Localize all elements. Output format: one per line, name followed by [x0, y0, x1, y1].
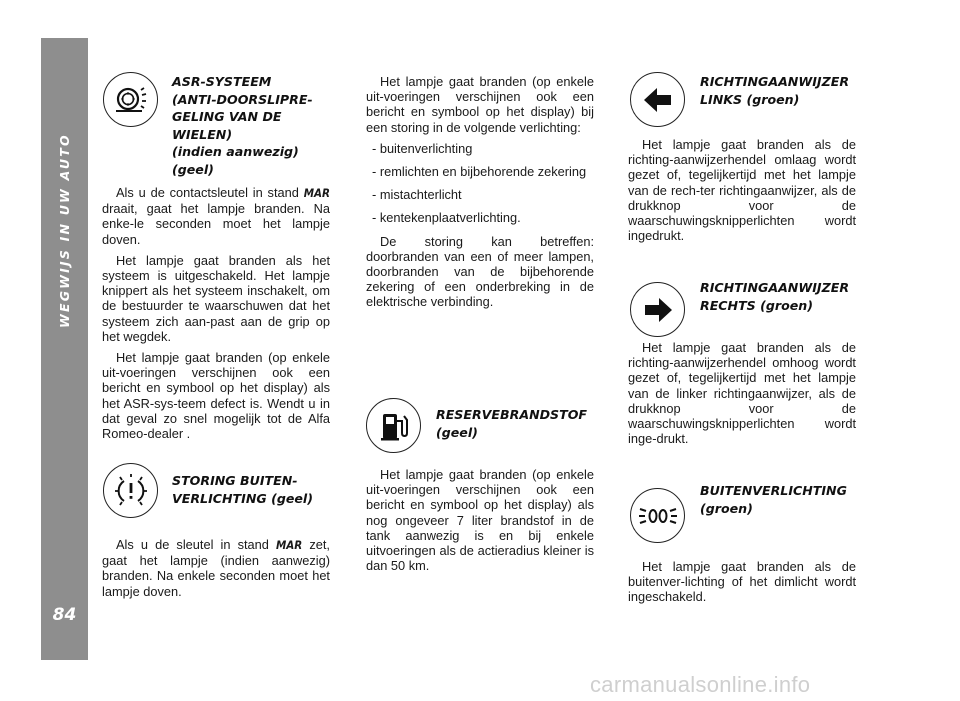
heading-line: RECHTS (groen) [700, 297, 814, 313]
storing-text [102, 537, 330, 605]
text-run: draait, gaat het lampje branden. Na enke-le seconden moet het lampje doven. [102, 201, 330, 247]
fuel-pump-icon [366, 398, 421, 453]
heading-line: STORING BUITEN- [172, 473, 298, 488]
links-paragraph-1: Het lampje gaat branden als de richting-aanwijzerhendel omlaag wordt gezet of, tegelijkertijd met het lampje van de rech-ter richtingaanwijzer, als de drukknop voor de waarschuwingsknipperlichten wordt ingedrukt. [628, 137, 856, 244]
heading-line: RICHTINGAANWIJZER [700, 280, 850, 295]
heading-line: LINKS (groen) [700, 91, 800, 107]
exterior-light-fault-icon [103, 463, 158, 518]
heading-line: (geel) [172, 161, 214, 177]
heading-line: ASR-SYSTEEM [172, 74, 272, 89]
list-item: - kentekenplaatverlichting. [372, 210, 594, 225]
heading-line: BUITENVERLICHTING [700, 483, 847, 498]
heading-line: WIELEN) [172, 126, 233, 142]
position-lights-icon [630, 488, 685, 543]
text-run: Als u de sleutel in stand [116, 537, 276, 552]
heading-line: RICHTINGAANWIJZER [700, 74, 850, 89]
asr-icon [103, 72, 158, 127]
sidebar [41, 38, 88, 660]
reserve-paragraph-1: Het lampje gaat branden (op enkele uit-voeringen verschijnen ook een bericht en symbool op het display) als nog ongeveer 7 liter brandstof in de tank aanwezig is en bij enkele uitvoeringen als de actieradius kleiner is dan 50 km. [366, 467, 594, 574]
fault-list [366, 141, 594, 226]
asr-paragraph-1 [102, 185, 330, 247]
key-position: MAR [303, 186, 330, 200]
fault-details-text [366, 74, 594, 316]
list-item: - remlichten en bijbehorende zekering [372, 164, 594, 179]
links-heading [700, 73, 849, 108]
list-item: - mistachterlicht [372, 187, 594, 202]
reserve-heading [436, 406, 587, 441]
asr-paragraph-3: Het lampje gaat branden (op enkele uit-voeringen verschijnen ook een bericht en symbool op het display) als het ASR-sys-teem defect is. Wendt u in dat geval zo snel mogelijk tot de Alfa Romeo-dealer . [102, 350, 330, 442]
text-run: Als u de contactsleutel in stand [116, 185, 304, 200]
page-number: 84 [52, 605, 77, 625]
asr-paragraph-2: Het lampje gaat branden als het systeem is uitgeschakeld. Het lampje knippert als het systeem inschakelt, om de bestuurder te waarschuwen dat het systeem zich aan-past aan de grip op het wegdek. [102, 252, 330, 344]
heading-line: (groen) [700, 500, 753, 516]
rechts-paragraph-1: Het lampje gaat branden als de richting-aanwijzerhendel omhoog wordt gezet of, tegelijkertijd met het lampje van de linker richtingaanwijzer, als de drukknop voor de waarschuwingsknipperlichten wordt inge-drukt. [628, 340, 856, 447]
links-text [628, 137, 856, 249]
heading-line: GELING VAN DE [172, 109, 282, 124]
heading-line: VERLICHTING (geel) [172, 490, 314, 506]
heading-line: (indien aanwezig) [172, 144, 299, 159]
rechts-heading [700, 279, 849, 314]
buiten-text [628, 559, 856, 611]
watermark: carmanualsonline.info [590, 672, 811, 697]
fault-intro: Het lampje gaat branden (op enkele uit-voeringen verschijnen ook een bericht en symbool op het display) bij een storing in de volgende verlichting: [366, 74, 594, 135]
heading-line: (geel) [436, 424, 478, 440]
list-item: - buitenverlichting [372, 141, 594, 156]
asr-heading [172, 73, 313, 178]
heading-line: RESERVEBRANDSTOF [436, 407, 588, 422]
storing-heading [172, 472, 313, 507]
arrow-left-icon [630, 72, 685, 127]
reserve-text [366, 467, 594, 579]
key-position: MAR [275, 538, 303, 552]
arrow-right-icon [630, 282, 685, 337]
rechts-text [628, 340, 856, 452]
heading-line: (ANTI-DOORSLIPRE- [172, 91, 313, 107]
section-title: WEGWIJS IN UW AUTO [57, 133, 72, 328]
fault-outro: De storing kan betreffen: doorbranden van een of meer lampen, doorbranden van de bijbehorende zekering of een onderbreking in de elektrische verbinding. [366, 233, 594, 310]
buiten-heading [700, 482, 847, 517]
storing-paragraph-1 [102, 537, 330, 599]
buiten-paragraph-1: Het lampje gaat branden als de buitenver-lichting of het dimlicht wordt ingeschakeld. [628, 559, 856, 605]
text-run: zet, gaat het lampje (indien aanwezig) branden. Na enkele seconden moet het lampje doven. [102, 537, 330, 599]
asr-text [102, 185, 330, 447]
